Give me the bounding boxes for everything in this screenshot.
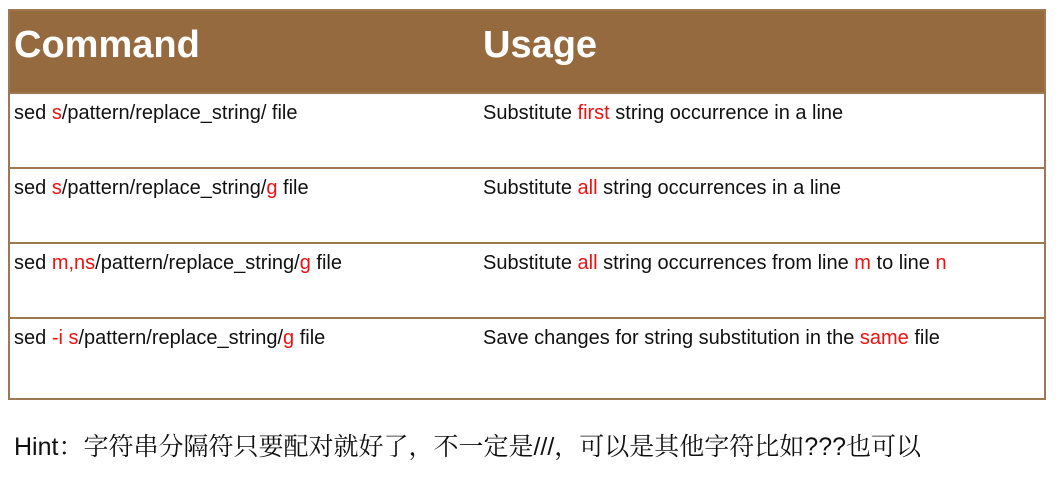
table-row — [9, 318, 1045, 399]
text-run: Substitute — [483, 102, 578, 124]
command-cell — [9, 318, 479, 399]
table-row — [9, 168, 1045, 243]
command-cell — [9, 243, 479, 318]
text-run: /pattern/replace_string/ file — [61, 102, 298, 124]
text-run: file — [294, 327, 326, 349]
text-run: string occurrence in a line — [609, 102, 844, 124]
usage-cell — [479, 93, 1045, 168]
hint-text: Hint：字符串分隔符只要配对就好了，不一定是///，可以是其他字符比如???也可以 — [14, 433, 922, 461]
text-run: /pattern/replace_string/ — [78, 327, 284, 349]
text-run: sed — [14, 327, 52, 349]
text-run: sed — [14, 252, 52, 274]
highlighted-text-run: g — [266, 177, 278, 199]
highlighted-text-run: g — [283, 327, 295, 349]
command-cell — [9, 168, 479, 243]
text-run: sed — [14, 177, 52, 199]
table-row — [9, 243, 1045, 318]
text-run: sed — [14, 102, 52, 124]
command-cell — [9, 93, 479, 168]
text-run: Save changes for string substitution in the — [483, 327, 860, 349]
highlighted-text-run: all — [577, 177, 598, 199]
usage-cell — [479, 318, 1045, 399]
highlighted-text-run: first — [577, 102, 610, 124]
highlighted-text-run: all — [577, 252, 598, 274]
highlighted-text-run: same — [859, 327, 909, 349]
column-header-usage: Usage — [479, 10, 1045, 93]
highlighted-text-run: m — [854, 252, 871, 274]
table-header-row — [9, 10, 1045, 93]
usage-cell — [479, 243, 1045, 318]
highlighted-text-run: s — [51, 102, 62, 124]
column-header-command: Command — [9, 10, 479, 93]
highlighted-text-run: -i — [51, 327, 63, 349]
highlighted-text-run: m,ns — [51, 252, 96, 274]
text-run: string occurrences in a line — [597, 177, 841, 199]
text-run: /pattern/replace_string/ — [95, 252, 300, 274]
text-run: file — [310, 252, 342, 274]
highlighted-text-run: n — [935, 252, 947, 274]
highlighted-text-run: s — [51, 177, 62, 199]
usage-cell — [479, 168, 1045, 243]
sed-commands-table — [8, 9, 1046, 400]
text-run: file — [277, 177, 309, 199]
text-run: string occurrences from line — [597, 252, 855, 274]
text-run: to line — [870, 252, 936, 274]
text-run: Substitute — [483, 177, 578, 199]
highlighted-text-run: g — [299, 252, 311, 274]
text-run: file — [908, 327, 940, 349]
text-run: Substitute — [483, 252, 578, 274]
table-row — [9, 93, 1045, 168]
text-run: /pattern/replace_string/ — [61, 177, 267, 199]
highlighted-text-run: s — [68, 327, 79, 349]
